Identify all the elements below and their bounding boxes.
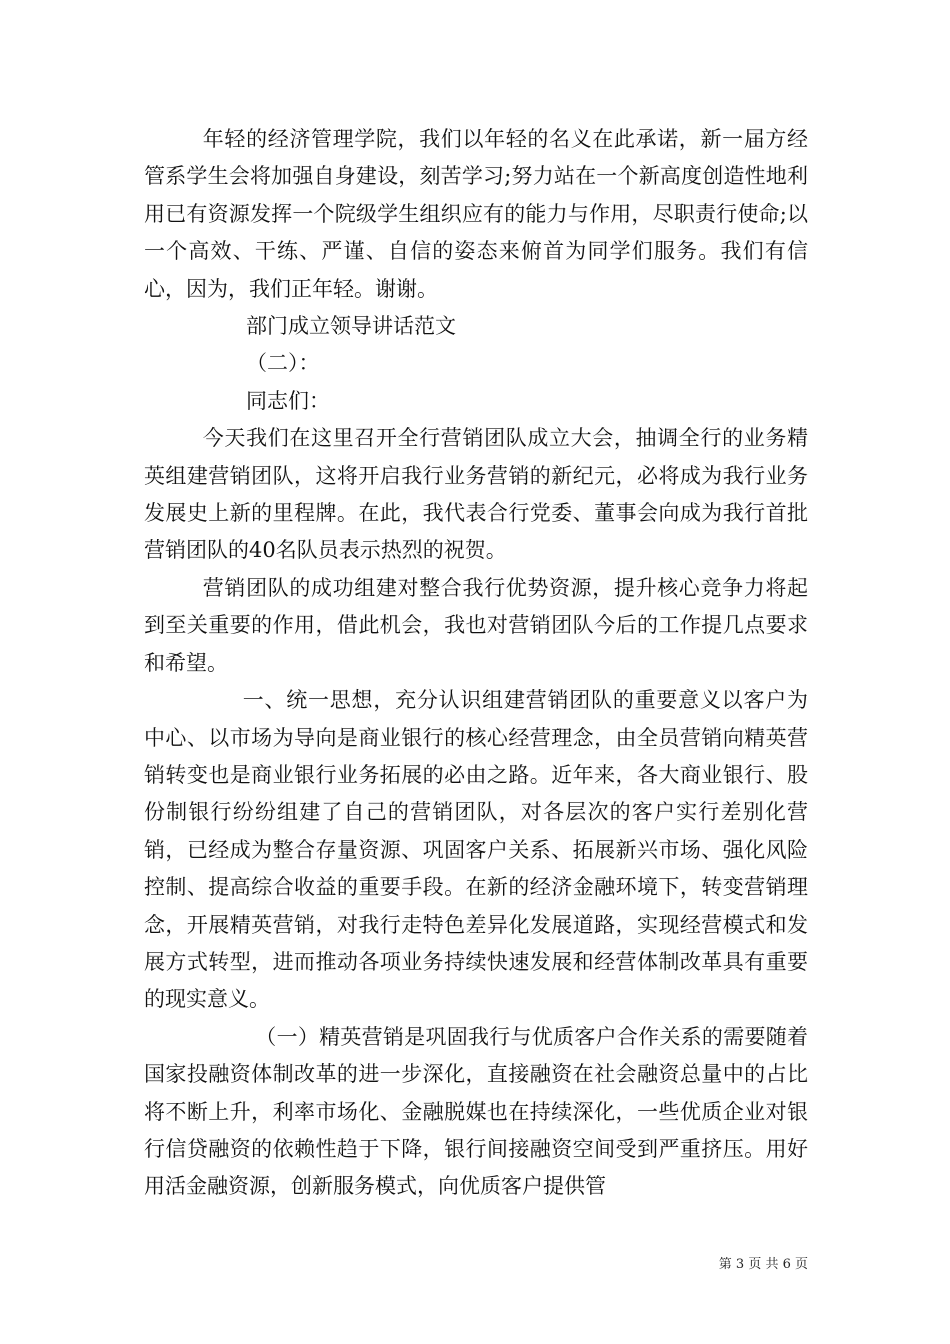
page-number-footer: 第 3 页 共 6 页 [718,1257,808,1272]
paragraph-expectations: 营销团队的成功组建对整合我行优势资源，提升核心竞争力将起到至关重要的作用，借此机会，我也对营销团队今后的工作提几点要求和希望。 [144,575,808,675]
section-title: 部门成立领导讲话范文 [246,314,456,339]
paragraph-closing-pledge: 年轻的经济管理学院，我们以年轻的名义在此承诺，新一届方经管系学生会将加强自身建设，刻苦学习;努力站在一个新高度创造性地利用已有资源发挥一个院级学生组织应有的能力与作用，尽职责行使命;以一个高效、干练、严谨、自信的姿态来俯首为同学们服务。我们有信心，因为，我们正年轻。谢谢。 [144,127,808,301]
paragraph-opening: 今天我们在这里召开全行营销团队成立大会，抽调全行的业务精英组建营销团队，这将开启我行业务营销的新纪元，必将成为我行业务发展史上新的里程牌。在此，我代表合行党委、董事会向成为我行首批营销团队的40名队员表示热烈的祝贺。 [144,426,808,563]
paragraph-point-one: 一、统一思想，充分认识组建营销团队的重要意义以客户为中心、以市场为导向是商业银行的核心经营理念，由全员营销向精英营销转变也是商业银行业务拓展的必由之路。近年来，各大商业银行、股份制银行纷纷组建了自己的营销团队，对各层次的客户实行差别化营销，已经成为整合存量资源、巩固客户关系、拓展新兴市场、强化风险控制、提高综合收益的重要手段。在新的经济金融环境下，转变营销理念，开展精英营销，对我行走特色差异化发展道路，实现经营模式和发展方式转型，进而推动各项业务持续快速发展和经营体制改革具有重要的现实意义。 [144,688,808,1012]
paragraph-subpoint-one: （一）精英营销是巩固我行与优质客户合作关系的需要随着国家投融资体制改革的进一步深化，直接融资在社会融资总量中的占比将不断上升，利率市场化、金融脱媒也在持续深化，一些优质企业对银行信贷融资的依赖性趋于下降，银行间接融资空间受到严重挤压。用好用活金融资源，创新服务模式，向优质客户提供管 [144,1024,808,1199]
salutation: 同志们： [246,388,330,413]
document-body [144,121,808,1206]
section-number: （二）： [246,351,320,376]
